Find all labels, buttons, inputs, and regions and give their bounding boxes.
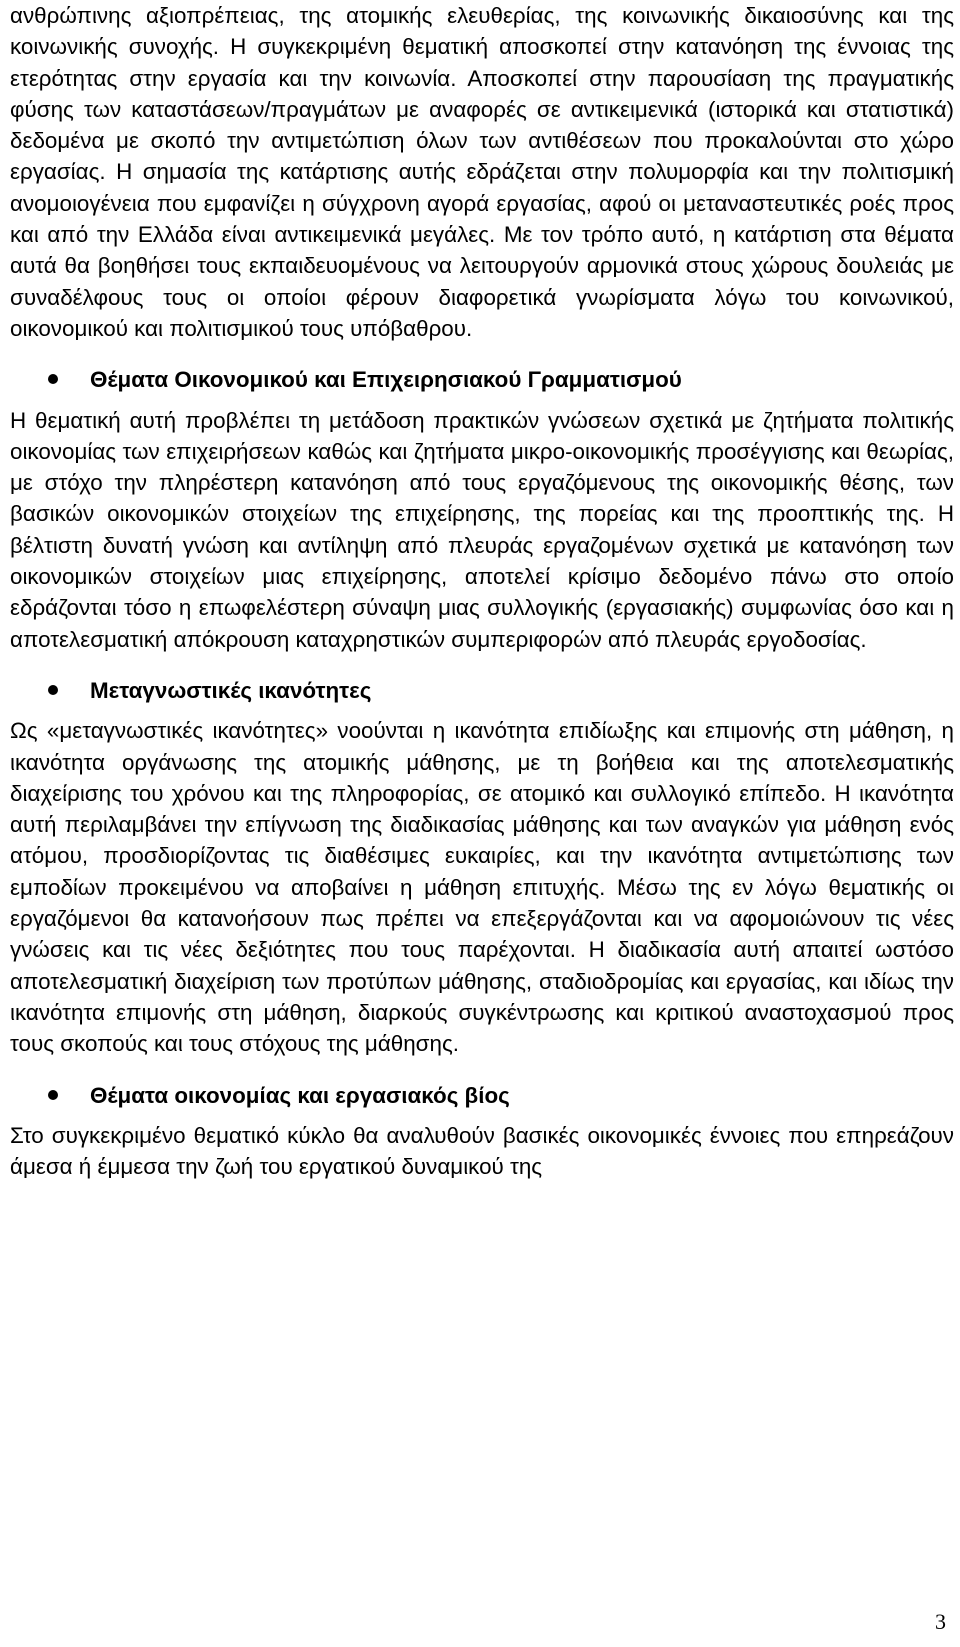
section-heading-economy-work-life — [10, 1080, 954, 1111]
section-heading-metacognitive-skills — [10, 675, 954, 706]
page-content — [10, 0, 954, 1182]
section-heading-text: Θέματα οικονομίας και εργασιακός βίος — [90, 1082, 510, 1108]
section-body-metacognitive-skills: Ως «μεταγνωστικές ικανότητες» νοούνται η ικανότητα επιδίωξης και επιμονής στη μάθηση, η ικανότητα οργάνωσης της ατομικής μάθησης, με τη βοήθεια και της αποτελεσματικής διαχείρισης του χρόνου και της πληροφορίας, σε ατομικό και συλλογικό επίπεδο. Η ικανότητα αυτή περιλαμβάνει την επίγνωση της διαδικασίας μάθησης και των αναγκών για μάθηση ενός ατόμου, προσδιορίζοντας τις διαθέσιμες ευκαιρίες, και την ικανότητα αντιμετώπισης των εμποδίων προκειμένου να αποβαίνει η μάθηση επιτυχής. Μέσω της εν λόγω θεματικής οι εργαζόμενοι θα κατανοήσουν πως πρέπει να επεξεργάζονται και να αφομοιώνουν τις νέες γνώσεις και τις νέες δεξιότητες που τους παρέχονται. Η διαδικασία αυτή απαιτεί ωστόσο αποτελεσματική διαχείριση των προτύπων μάθησης, σταδιοδρομίας και εργασίας, και ιδίως την ικανότητα επιμονής στη μάθηση, διαρκούς συγκέντρωσης και κριτικού αναστοχασμού προς τους σκοπούς και τους στόχους της μάθησης. — [10, 718, 954, 1057]
intro-paragraph: ανθρώπινης αξιοπρέπειας, της ατομικής ελευθερίας, της κοινωνικής δικαιοσύνης και της κοινωνικής συνοχής. Η συγκεκριμένη θεματική αποσκοπεί στην κατανόηση της έννοιας της ετερότητας στην εργασία και την κοινωνία. Αποσκοπεί στην παρουσίαση της πραγματικής φύσης των καταστάσεων/πραγμάτων με αναφορές σε αντικειμενικά (ιστορικά και στατιστικά) δεδομένα με σκοπό την αντιμετώπιση όλων των αντιθέσεων που προκαλούνται στο χώρο εργασίας. Η σημασία της κατάρτισης αυτής εδράζεται στην πολυμορφία και την πολιτισμική ανομοιογένεια που εμφανίζει η σύγχρονη αγορά εργασίας, αφού οι μεταναστευτικές ροές προς και από την Ελλάδα είναι αντικειμενικά μεγάλες. Με τον τρόπο αυτό, η κατάρτιση στα θέματα αυτά θα βοηθήσει τους εκπαιδευομένους να λειτουργούν αρμονικά στους χώρους δουλειάς με συναδέλφους τους οι οποίοι φέρουν διαφορετικά γνωρίσματα λόγω του κοινωνικού, οικονομικού και πολιτισμικού τους υπόβαθρου. — [10, 3, 954, 341]
section-heading-economic-literacy — [10, 364, 954, 395]
page-number: 3 — [935, 1609, 946, 1634]
section-body-economic-literacy: Η θεματική αυτή προβλέπει τη μετάδοση πρακτικών γνώσεων σχετικά με ζητήματα πολιτικής οικονομίας των επιχειρήσεων καθώς και ζητήματα μικρο-οικονομικής προσέγγισης και θεωρίας, με στόχο την πληρέστερη κατανόηση από τους εργαζόμενους της οικονομικής θέσης, των βασικών οικονομικών στοιχείων της επιχείρησης, της πορείας και της προοπτικής της. Η βέλτιστη δυνατή γνώση και αντίληψη από πλευράς εργαζομένων σχετικά με κατανόηση των οικονομικών στοιχείων μιας επιχείρησης, αποτελεί κρίσιμο δεδομένο πάνω στο οποίο εδράζονται τόσο η επωφελέστερη σύναψη μιας συλλογικής (εργασιακής) συμφωνίας όσο και η αποτελεσματική απόκρουση καταχρηστικών συμπεριφορών από πλευράς εργοδοσίας. — [10, 407, 954, 652]
section-heading-text: Θέματα Οικονομικού και Επιχειρησιακού Γραμματισμού — [90, 367, 682, 393]
section-heading-text: Μεταγνωστικές ικανότητες — [90, 677, 372, 703]
bullet-icon — [48, 1090, 58, 1100]
bullet-icon — [48, 374, 58, 384]
section-body-economy-work-life: Στο συγκεκριμένο θεματικό κύκλο θα αναλυθούν βασικές οικονομικές έννοιες που επηρεάζουν άμεσα ή έμμεσα την ζωή του εργατικού δυναμικού της — [10, 1122, 954, 1180]
bullet-icon — [48, 685, 58, 695]
